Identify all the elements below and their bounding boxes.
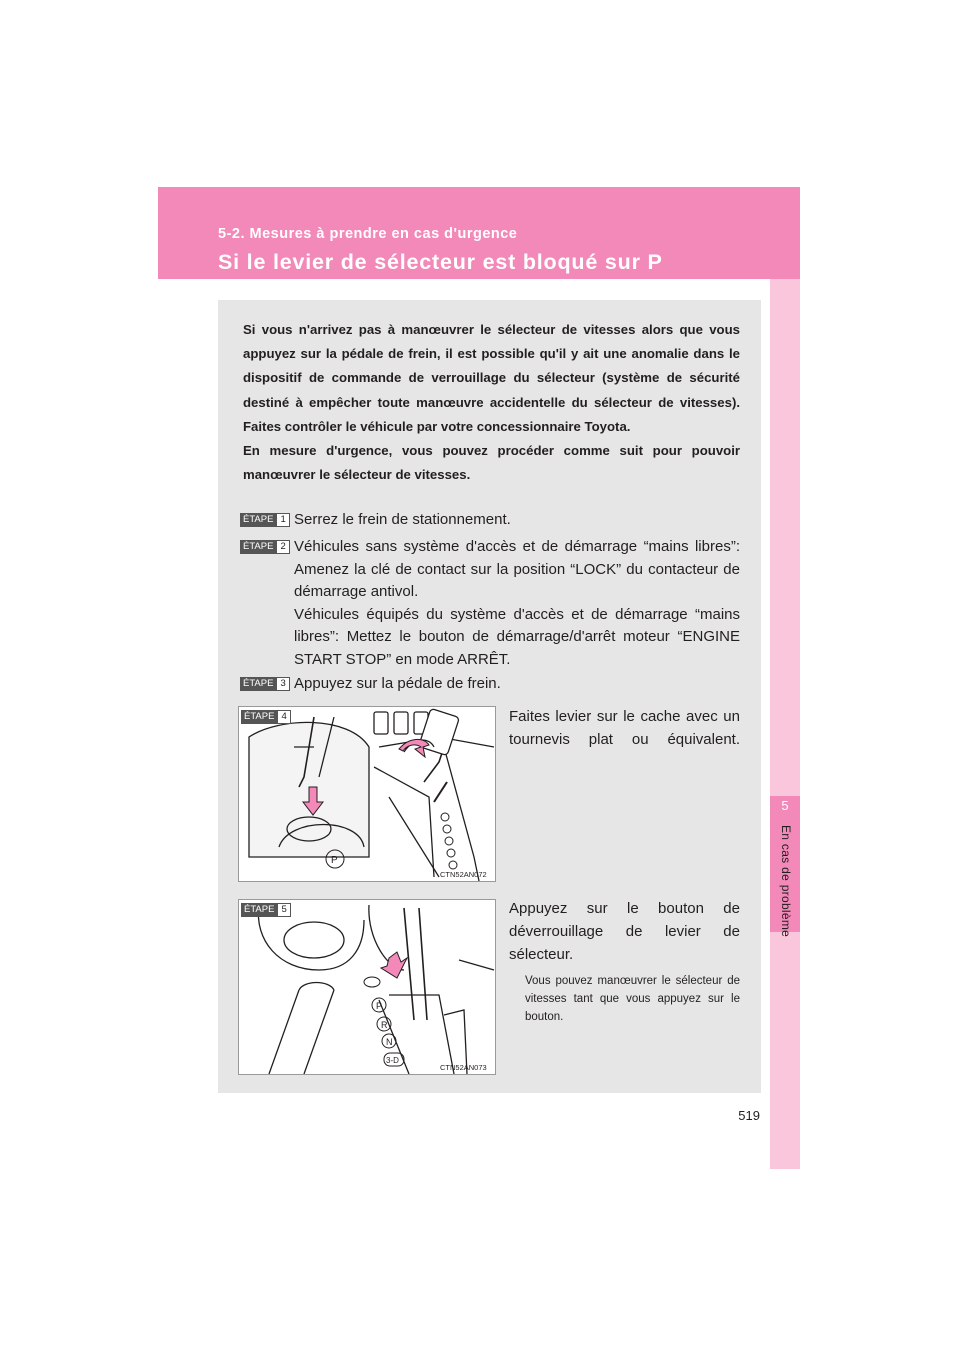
step-badge-number: 2 (276, 540, 289, 554)
step-paragraph: Serrez le frein de stationnement. (294, 511, 511, 528)
step-badge-number: 4 (277, 710, 290, 724)
step-5-note: Vous pouvez manœuvrer le sélecteur de vitesses tant que vous appuyez sur le bouton. (525, 975, 740, 1023)
page-title: Si le levier de sélecteur est bloqué sur P (218, 250, 663, 274)
step-5-text: Appuyez sur le bouton de déverrouillage de levier de sélecteur. (509, 900, 740, 963)
step-badge (241, 710, 291, 724)
step-badge-label: ÉTAPE (240, 513, 276, 527)
chapter-number: 5 (781, 798, 789, 813)
step-badge-number: 1 (276, 513, 289, 527)
step-3-text (294, 673, 740, 696)
intro-paragraph: En mesure d'urgence, vous pouvez procéder comme suit pour pouvoir manœuvrer le sélecteur de vitesses. (243, 443, 740, 483)
step-badge (240, 540, 290, 554)
step-badge-label: ÉTAPE (241, 903, 277, 917)
step-badge (240, 513, 290, 527)
step-1-text (294, 509, 740, 532)
step-4-text: Faites levier sur le cache avec un tournevis plat ou équivalent. (509, 708, 740, 748)
side-tab (770, 279, 800, 1169)
step-badge (240, 677, 290, 691)
intro-text (243, 318, 740, 487)
illustration-screwdriver (239, 707, 495, 881)
step-paragraph: Appuyez sur la pédale de frein. (294, 675, 501, 692)
intro-paragraph: Si vous n'arrivez pas à manœuvrer le sélecteur de vitesses alors que vous appuyez sur la pédale de frein, il est possible qu'il y ait une anomalie dans le dispositif de commande de verrouillage du sélecteur (système de sécurité destiné à empêcher toute manœuvre accidentelle du sélecteur de vitesses). Faites contrôler le véhicule par votre concessionnaire Toyota. (243, 322, 740, 434)
gear-label-r: R (381, 1020, 388, 1030)
figure-pry-cover (238, 706, 496, 882)
step-2-text (294, 536, 740, 671)
figure-code: CTN52AN073 (440, 1063, 487, 1072)
page-number: 519 (738, 1108, 760, 1123)
step-badge-number: 3 (276, 677, 289, 691)
gear-label-3d: 3-D (386, 1056, 399, 1065)
step-paragraph: Véhicules équipés du système d'accès et de démarrage “mains libres”: Mettez le bouton de démarrage/d'arrêt moteur “ENGINE START STOP” en mode ARRÊT. (294, 605, 740, 668)
gear-label-p: P (331, 855, 338, 866)
chapter-label: En cas de problème (779, 825, 793, 938)
step-badge (241, 903, 291, 917)
chapter-label-container (763, 825, 807, 975)
gear-label-n: N (386, 1037, 393, 1047)
step-paragraph: Véhicules sans système d'accès et de démarrage “mains libres”: Amenez la clé de contact sur la position “LOCK” du contacteur de démarrage antivol. (294, 538, 740, 600)
gear-label-p: P (376, 1001, 383, 1011)
figure-code: CTN52AN072 (440, 870, 487, 879)
step-badge-label: ÉTAPE (241, 710, 277, 724)
step-badge-number: 5 (277, 903, 290, 917)
step-badge-label: ÉTAPE (240, 540, 276, 554)
section-title: 5-2. Mesures à prendre en cas d'urgence (218, 226, 518, 242)
figure-release-button (238, 899, 496, 1075)
illustration-shift-lever (239, 900, 495, 1074)
step-badge-label: ÉTAPE (240, 677, 276, 691)
